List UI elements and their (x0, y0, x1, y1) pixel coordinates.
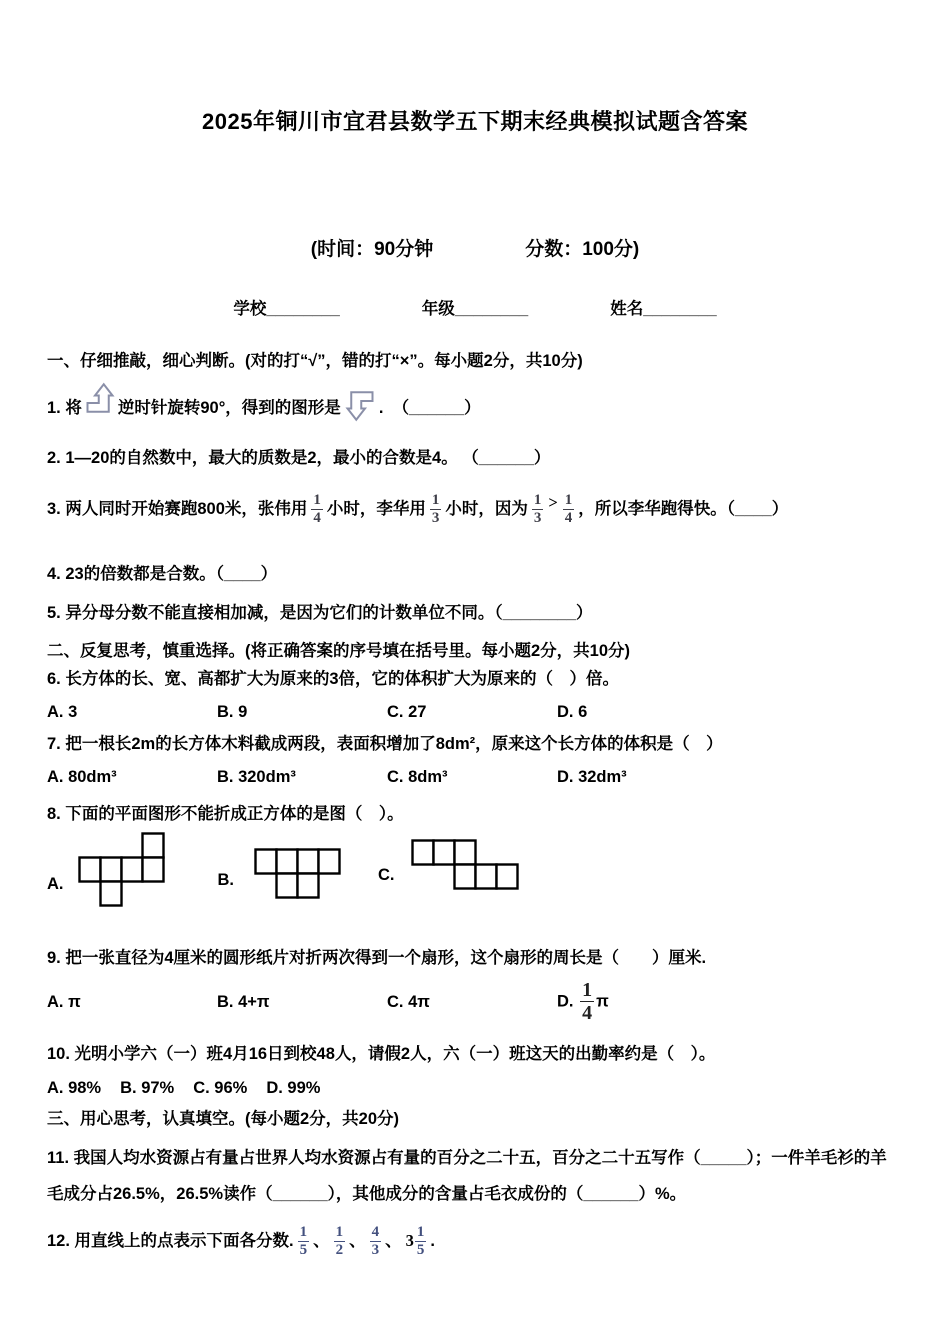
question-7-options (47, 766, 903, 788)
option-d: D. $\frac{1}{4}$ π (557, 978, 609, 1024)
question-10-options (47, 1077, 903, 1099)
question-8-figures (47, 832, 903, 928)
cube-net-figure-a (47, 832, 165, 907)
cube-net-b (254, 832, 341, 899)
option-c: C. 8dm³ (387, 768, 448, 786)
option-d: D. 32dm³ (557, 768, 627, 786)
question-8: 8. 下面的平面图形不能折成正方体的是图（ ）。 (47, 805, 404, 823)
exam-meta (47, 238, 903, 262)
question-9-options (47, 974, 903, 1029)
question-11: 11. 我国人均水资源占有量占世界人均水资源占有量的百分之二十五，百分之二十五写作（_____）；一件羊毛衫的羊毛成分占26.5%，26.5%读作（______），其他成分的含量占毛衣成份的（______）%。 (47, 1149, 887, 1203)
fraction-1-5: $\frac{1}{5}$ (299, 1223, 308, 1258)
option-d: D. 6 (557, 703, 588, 721)
school-field: 学校________ (233, 300, 340, 318)
option-c: C. 96% (193, 1079, 248, 1097)
fraction-1-4: $\frac{1}{4}$ (564, 491, 573, 526)
option-b: B. 97% (120, 1079, 175, 1097)
mixed-number-integer: 3 (405, 1231, 414, 1250)
bent-arrow-up-icon (85, 381, 115, 415)
cube-net-figure-c (378, 832, 519, 890)
fraction-4-3: $\frac{4}{3}$ (371, 1223, 380, 1258)
question-9: 9. 把一张直径为4厘米的圆形纸片对折两次得到一个扇形，这个扇形的周长是（ ）厘米. (47, 949, 707, 967)
option-b: B. 320dm³ (217, 768, 296, 786)
cube-net-figure-b (218, 832, 342, 899)
fraction-1-3: $\frac{1}{3}$ (431, 491, 440, 526)
grade-field: 年级________ (421, 300, 529, 318)
figure-b-label: B. (217, 870, 234, 889)
question-5: 5. 异分母分数不能直接相加减，是因为它们的计数单位不同。（________） (47, 604, 593, 622)
name-field: 姓名________ (610, 300, 717, 318)
cube-net-a (78, 832, 165, 907)
section-3-heading: 三、用心思考，认真填空。(每小题2分，共20分) (47, 1110, 400, 1128)
option-a: A. 80dm³ (47, 768, 117, 786)
student-fields (47, 298, 903, 320)
option-b: B. 4+π (217, 992, 270, 1011)
time-label: (时间：90分钟 (310, 239, 434, 260)
question-3: 3. 两人同时开始赛跑800米，张伟用 $\frac{1}{4}$ 小时，李华用 $\frac{1}{3}$ 小时，因为 $\frac{1}{3}$ > $\frac{1}{4}$ ，所以李华跑得快。（____） (47, 491, 789, 526)
fraction-1-3: $\frac{1}{3}$ (533, 491, 542, 526)
question-6-options (47, 701, 903, 723)
figure-a-label: A. (47, 874, 64, 893)
option-c: C. 4π (387, 992, 430, 1011)
section-1-heading: 一、仔细推敲，细心判断。(对的打“√”，错的打“×”。每小题2分，共10分) (47, 352, 583, 370)
figure-c-label: C. (378, 866, 395, 884)
section-2-heading: 二、反复思考，慎重选择。(将正确答案的序号填在括号里。每小题2分，共10分) (47, 642, 631, 660)
option-d: D. 99% (266, 1079, 321, 1097)
option-c: C. 27 (387, 703, 427, 721)
question-2: 2. 1—20的自然数中，最大的质数是2，最小的合数是4。 （______） (47, 449, 551, 467)
fraction-1-2: $\frac{1}{2}$ (335, 1223, 344, 1258)
fraction-1-5: $\frac{1}{5}$ (416, 1223, 425, 1258)
option-a: A. 98% (47, 1079, 102, 1097)
option-a: A. 3 (47, 703, 78, 721)
option-b: B. 9 (217, 703, 248, 721)
greater-than-sign: > (548, 493, 558, 512)
question-10: 10. 光明小学六（一）班4月16日到校48人，请假2人，六（一）班这天的出勤率约是（ ）。 (47, 1045, 716, 1063)
option-a: A. π (47, 992, 81, 1011)
question-4: 4. 23的倍数都是合数。（____） (47, 565, 278, 583)
question-12: 12. 用直线上的点表示下面各分数. $\frac{1}{5}$ 、 $\frac{1}{2}$ 、 $\frac{4}{3}$ 、 3 $\frac{1}{5}$ . (47, 1223, 435, 1258)
fraction-1-4: $\frac{1}{4}$ (582, 978, 593, 1024)
fraction-1-4: $\frac{1}{4}$ (313, 491, 321, 526)
question-1: 1. 将 逆时针旋转90°，得到的图形是 . （______） (47, 381, 903, 423)
score-label: 分数：100分) (525, 239, 640, 260)
page-title: 2025年铜川市宜君县数学五下期末经典模拟试题含答案 (202, 109, 748, 134)
question-7: 7. 把一根长2m的长方体木料截成两段，表面积增加了8dm²，原来这个长方体的体积是（ ） (47, 735, 723, 753)
cube-net-c (411, 832, 519, 890)
bent-arrow-down-icon (345, 389, 375, 423)
question-6: 6. 长方体的长、宽、高都扩大为原来的3倍，它的体积扩大为原来的（ ）倍。 (47, 670, 620, 688)
